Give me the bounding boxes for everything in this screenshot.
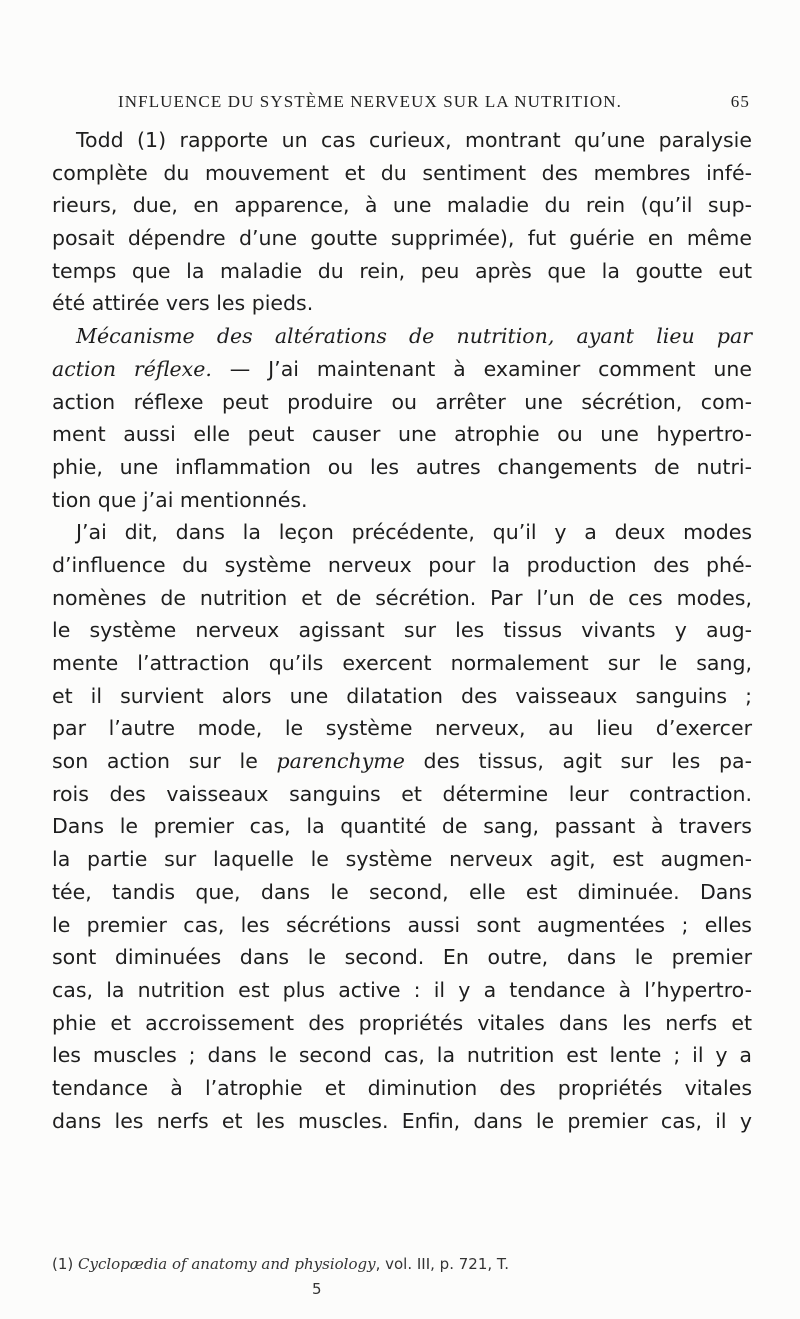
text-line: le système nerveux agissant sur les tissus vivants y aug- (52, 618, 752, 643)
text-line: mente l’attraction qu’ils exercent normalement sur le sang, (52, 651, 752, 675)
text-line: ment aussi elle peut causer une atrophie ou une hypertro- (52, 422, 752, 447)
text-line: le premier cas, les sécrétions aussi sont augmentées ; elles (52, 912, 752, 937)
text-line: action réflexe peut produire ou arrêter une sécrétion, com- (52, 389, 752, 414)
text-line: par l’autre mode, le système nerveux, au lieu d’exercer (52, 716, 752, 741)
text-line: rieurs, due, en apparence, à une maladie du rein (qu’il sup- (52, 193, 752, 218)
running-head-title: INFLUENCE DU SYSTÈME NERVEUX SUR LA NUTRITION. (118, 92, 622, 111)
section-heading-line (52, 353, 752, 386)
text-span: des tissus, agit sur les pa- (404, 749, 753, 774)
text-line (52, 745, 752, 778)
text-line: rois des vaisseaux sanguins et détermine leur contraction. (52, 781, 752, 806)
text-line: tendance à l’atrophie et diminution des propriétés vitales (52, 1075, 752, 1100)
footnote-rest: , vol. III, p. 721, T. (375, 1255, 510, 1273)
text-line: temps que la maladie du rein, peu après que la goutte eut (52, 258, 752, 283)
text-line: la partie sur laquelle le système nerveux agit, est augmen- (52, 847, 752, 872)
footnote (52, 1255, 752, 1273)
text-line: d’influence du système nerveux pour la production des phé- (52, 552, 752, 577)
text-line: phie et accroissement des propriétés vitales dans les nerfs et (52, 1010, 752, 1035)
footnote-title: Cyclopædia of anatomy and physiology (78, 1255, 376, 1273)
text-line: cas, la nutrition est plus active : il y a tendance à l’hypertro- (52, 977, 752, 1002)
text-line: J’ai dit, dans la leçon précédente, qu’il y a deux modes (76, 520, 752, 545)
text-line: complète du mouvement et du sentiment des membres infé- (52, 160, 752, 185)
signature-mark: 5 (312, 1280, 322, 1298)
text-line: tion que j’ai mentionnés. (52, 487, 308, 512)
running-head (118, 92, 750, 112)
footnote-marker: (1) (52, 1255, 79, 1273)
italic-term: parenchyme (276, 749, 405, 774)
text-line: Dans le premier cas, la quantité de sang, passant à travers (52, 814, 752, 839)
section-heading: Mécanisme des altérations de nutrition, ayant lieu par (76, 324, 752, 349)
text-line: nomènes de nutrition et de sécrétion. Par l’un de ces modes, (52, 585, 752, 610)
text-line: et il survient alors une dilatation des vaisseaux sanguins ; (52, 683, 752, 708)
text-line: phie, une inflammation ou les autres changements de nutri- (52, 454, 752, 479)
body-text (52, 124, 752, 1137)
text-line: les muscles ; dans le second cas, la nutrition est lente ; il y a (52, 1043, 752, 1068)
section-heading-tail: — J’ai maintenant à examiner comment une (211, 356, 752, 381)
text-span: son action sur le (52, 749, 277, 774)
text-line: tée, tandis que, dans le second, elle est diminuée. Dans (52, 879, 752, 904)
page-number: 65 (730, 92, 750, 111)
text-line: dans les nerfs et les muscles. Enfin, dans le premier cas, il y (52, 1108, 752, 1133)
text-line: posait dépendre d’une goutte supprimée), fut guérie en même (52, 226, 752, 251)
text-line: Todd (1) rapporte un cas curieux, montrant qu’une paralysie (76, 128, 752, 152)
text-line: été attirée vers les pieds. (52, 291, 314, 316)
section-heading-end: action réflexe. (52, 356, 212, 381)
text-line: sont diminuées dans le second. En outre, dans le premier (52, 945, 752, 970)
